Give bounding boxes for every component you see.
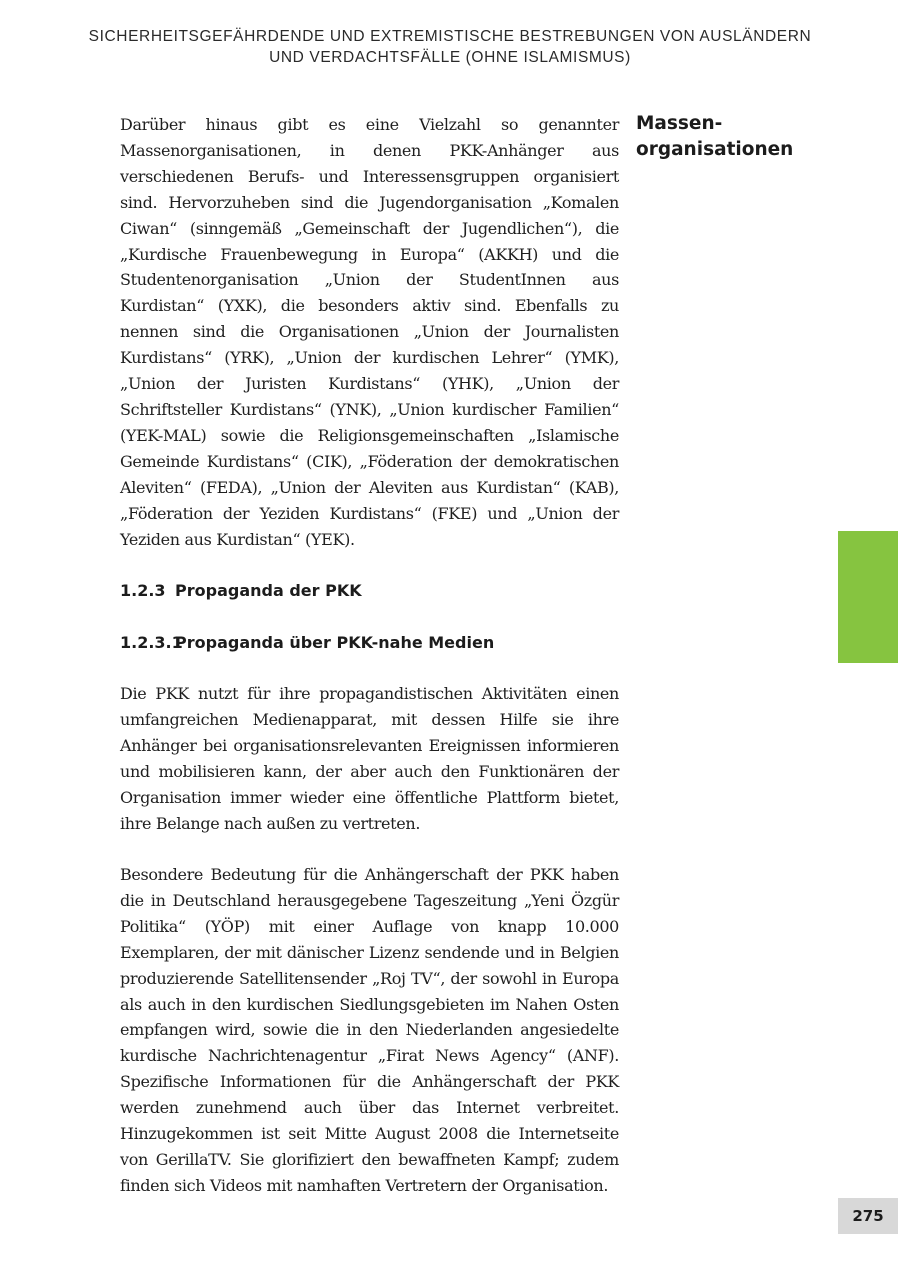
section-title: Propaganda der PKK xyxy=(175,581,362,600)
margin-note-line-2: organisationen xyxy=(636,139,794,160)
running-header-line-1: SICHERHEITSGEFÄHRDENDE UND EXTREMISTISCHE BESTREBUNGEN VON AUSLÄNDERN xyxy=(88,28,812,45)
margin-note-line-1: Massen- xyxy=(636,113,723,134)
section-heading-1-2-3 xyxy=(120,580,362,602)
section-title: Propaganda über PKK-nahe Medien xyxy=(175,633,495,652)
running-header xyxy=(60,26,840,68)
chapter-tab-marker xyxy=(838,531,898,663)
paragraph-medienapparat: Die PKK nutzt für ihre propagandistischen Aktivitäten einen umfangreichen Medienapparat, mit dessen Hilfe sie ihre Anhänger bei organisationsrelevanten Ereignissen informieren und mobilisieren kann, der aber auch den Funktionären der Organisation immer wieder eine öffentliche Plattform bietet, ihre Belange nach außen zu vertreten. xyxy=(120,684,619,833)
page-number: 275 xyxy=(838,1198,898,1234)
section-number: 1.2.3.1 xyxy=(120,633,183,652)
paragraph-medien-bedeutung: Besondere Bedeutung für die Anhängerschaft der PKK haben die in Deutschland herausgegebene Tageszeitung „Yeni Özgür Politika“ (YÖP) mit einer Auflage von knapp 10.000 Exemplaren, der mit dänischer Lizenz sendende und in Belgien produzierende Satellitensender „Roj TV“, der sowohl in Europa als auch in den kurdischen Siedlungsgebieten im Nahen Osten empfangen wird, sowie die in den Niederlanden angesiedelte kurdische Nachrichtenagentur „Firat News Agency“ (ANF). Spezifische Informationen für die Anhängerschaft der PKK werden zunehmend auch über das Internet verbreitet. Hinzugekommen ist seit Mitte August 2008 die Internetseite von GerillaTV. Sie glorifiziert den bewaffneten Kampf; zudem finden sich Videos mit namhaften Vertretern der Organisation. xyxy=(120,865,619,1195)
paragraph-massenorganisationen: Darüber hinaus gibt es eine Vielzahl so genannter Massenorganisationen, in denen PKK-Anhänger aus verschiedenen Berufs- und Interessensgruppen organisiert sind. Hervorzuheben sind die Jugendorganisation „Komalen Ciwan“ (sinngemäß „Gemeinschaft der Jugendlichen“), die „Kurdische Frauenbewegung in Europa“ (AKKH) und die Studentenorganisation „Union der StudentInnen aus Kurdistan“ (YXK), die besonders aktiv sind. Ebenfalls zu nennen sind die Organisationen „Union der Journalisten Kurdistans“ (YRK), „Union der kurdischen Lehrer“ (YMK), „Union der Juristen Kurdistans“ (YHK), „Union der Schriftsteller Kurdistans“ (YNK), „Union kurdischer Familien“ (YEK-MAL) sowie die Religionsgemeinschaften „Islamische Gemeinde Kurdistans“ (CIK), „Föderation der demokratischen Aleviten“ (FEDA), „Union der Aleviten aus Kurdistan“ (KAB), „Föderation der Yeziden Kurdistans“ (FKE) und „Union der Yeziden aus Kurdistan“ (YEK). xyxy=(120,115,619,549)
running-header-line-2: UND VERDACHTSFÄLLE (OHNE ISLAMISMUS) xyxy=(269,49,631,66)
margin-note-massenorganisationen xyxy=(636,111,836,163)
section-heading-1-2-3-1 xyxy=(120,632,494,654)
section-number: 1.2.3 xyxy=(120,581,166,600)
